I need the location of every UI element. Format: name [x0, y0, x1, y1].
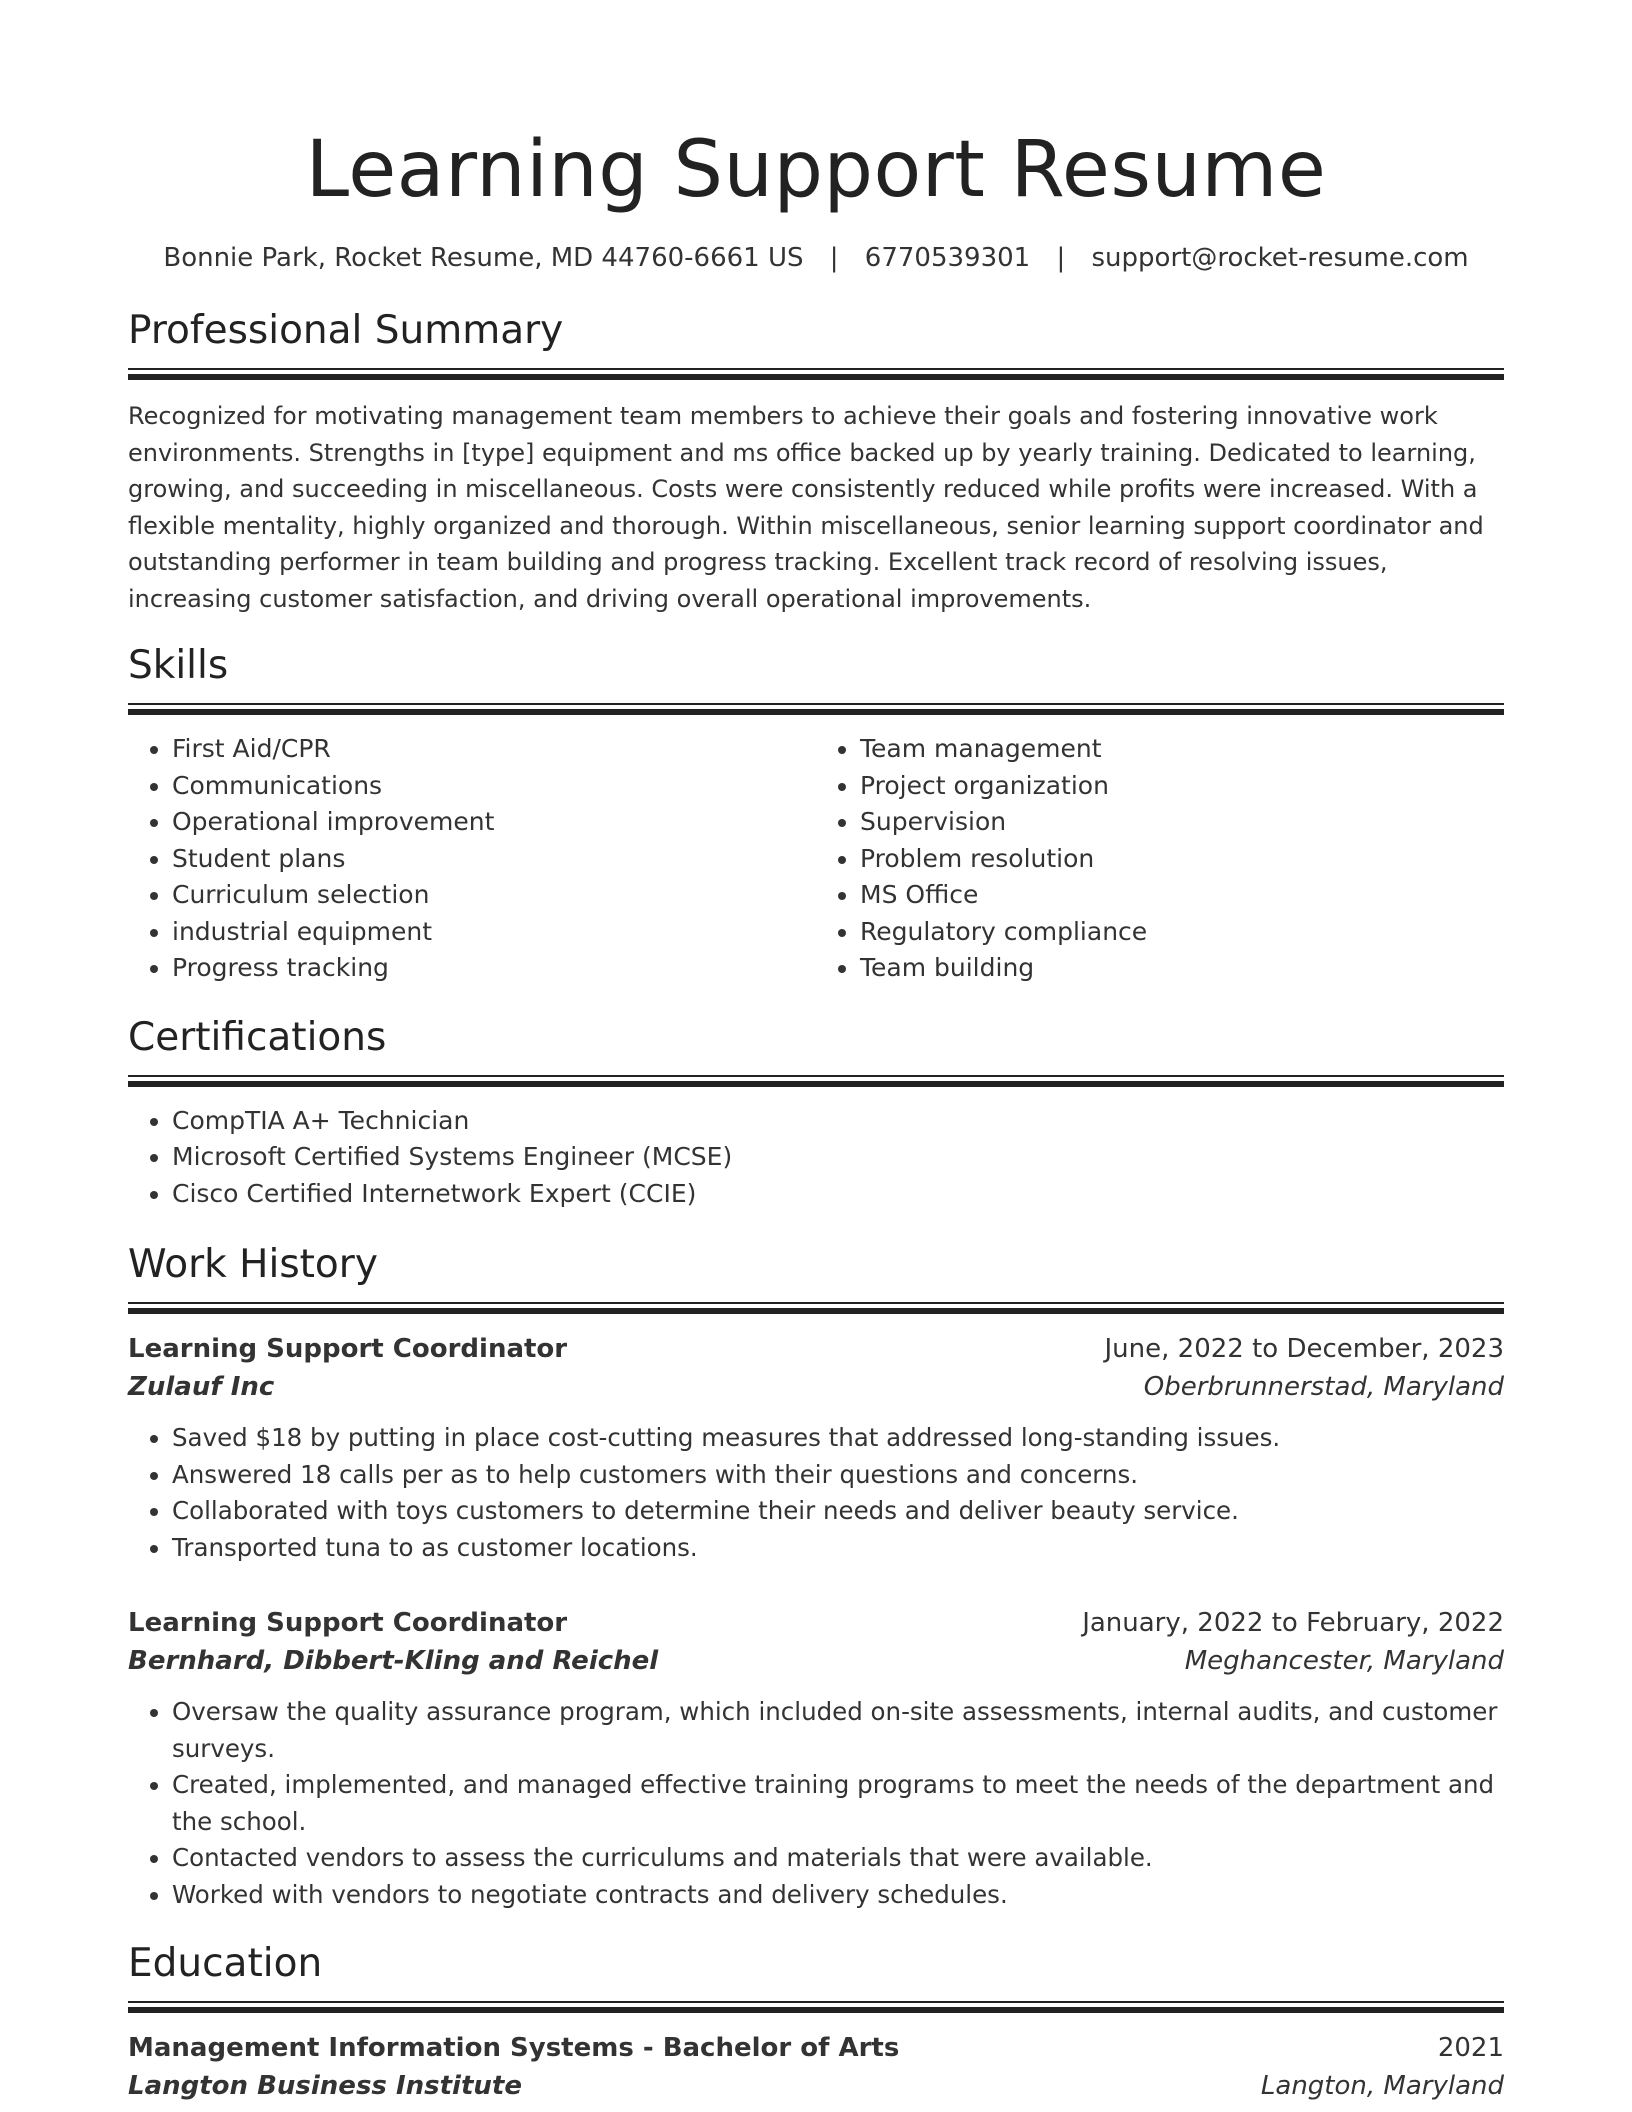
skills-list-right — [816, 731, 1504, 987]
skill-item: • Regulatory compliance — [860, 914, 1504, 951]
job-bullet: • Saved $18 by putting in place cost-cutting measures that addressed long-standing issues. — [172, 1420, 1504, 1457]
certification-item: • Microsoft Certified Systems Engineer (MCSE) — [172, 1139, 1504, 1176]
education-section — [128, 1939, 1504, 2105]
job-bullet: • Created, implemented, and managed effective training programs to meet the needs of the department and the school. — [172, 1767, 1504, 1840]
skills-section — [128, 641, 1504, 987]
education-year: 2021 — [1437, 2033, 1504, 2063]
contact-separator: | — [829, 243, 839, 273]
job-bullet: • Worked with vendors to negotiate contracts and delivery schedules. — [172, 1877, 1504, 1914]
section-divider — [128, 2001, 1504, 2011]
skills-list-left — [128, 731, 816, 987]
job-location: Meghancester, Maryland — [1184, 1646, 1504, 1676]
resume-title: Learning Support Resume — [305, 125, 1327, 215]
skill-item: • First Aid/CPR — [172, 731, 816, 768]
work-history-heading: Work History — [128, 1242, 378, 1287]
skill-item: • Team building — [860, 950, 1504, 987]
skill-item: • Project organization — [860, 768, 1504, 805]
education-heading: Education — [128, 1941, 323, 1986]
certifications-section — [128, 1013, 1504, 1213]
skill-item: • Team management — [860, 731, 1504, 768]
skill-item: • Supervision — [860, 804, 1504, 841]
certifications-list — [128, 1103, 1504, 1213]
contact-address: Bonnie Park, Rocket Resume, MD 44760-6661 US — [163, 243, 804, 273]
contact-separator: | — [1056, 243, 1066, 273]
job-company: Zulauf Inc — [128, 1372, 275, 1402]
skill-item: • Communications — [172, 768, 816, 805]
contact-phone: 6770539301 — [864, 243, 1031, 273]
job-title: Learning Support Coordinator — [128, 1608, 568, 1638]
contact-line — [128, 240, 1504, 276]
job-bullet: • Contacted vendors to assess the curriculums and materials that were available. — [172, 1840, 1504, 1877]
summary-text: Recognized for motivating management team members to achieve their goals and fostering innovative work environments. Strengths in [type] equipment and ms office backed up by yearly training. Dedicated to learning, growing, and succeeding in miscellaneous. Costs were consistently reduced while profits were increased. With a flexible mentality, highly organized and thorough. Within miscellaneous, senior learning support coordinator and outstanding performer in team building and progress tracking. Excellent track record of resolving issues, increasing customer satisfaction, and driving overall operational improvements. — [128, 402, 1484, 613]
job-entry — [128, 1330, 1504, 1566]
skill-item: • Problem resolution — [860, 841, 1504, 878]
section-divider — [128, 368, 1504, 378]
job-bullet: • Collaborated with toys customers to determine their needs and deliver beauty service. — [172, 1493, 1504, 1530]
summary-heading: Professional Summary — [128, 308, 564, 353]
skill-item: • Progress tracking — [172, 950, 816, 987]
job-bullets — [128, 1420, 1504, 1566]
education-entry — [128, 2029, 1504, 2105]
skills-heading: Skills — [128, 643, 229, 688]
job-dates: June, 2022 to December, 2023 — [1104, 1334, 1504, 1364]
education-school: Langton Business Institute — [128, 2071, 522, 2101]
job-dates: January, 2022 to February, 2022 — [1082, 1608, 1504, 1638]
job-bullet: • Oversaw the quality assurance program, which included on-site assessments, internal audits, and customer surveys. — [172, 1694, 1504, 1767]
contact-email: support@rocket-resume.com — [1091, 243, 1469, 273]
job-entry — [128, 1604, 1504, 1913]
skill-item: • Student plans — [172, 841, 816, 878]
job-bullet: • Answered 18 calls per as to help customers with their questions and concerns. — [172, 1457, 1504, 1494]
certification-item: • CompTIA A+ Technician — [172, 1103, 1504, 1140]
skill-item: • MS Office — [860, 877, 1504, 914]
section-divider — [128, 1302, 1504, 1312]
work-history-section — [128, 1240, 1504, 1913]
job-bullets — [128, 1694, 1504, 1913]
skills-grid — [128, 713, 1504, 987]
education-location: Langton, Maryland — [1260, 2071, 1504, 2101]
job-company: Bernhard, Dibbert-Kling and Reichel — [128, 1646, 659, 1676]
section-divider — [128, 1075, 1504, 1085]
section-divider — [128, 703, 1504, 713]
education-degree: Management Information Systems - Bachelor of Arts — [128, 2033, 900, 2063]
job-title: Learning Support Coordinator — [128, 1334, 568, 1364]
certifications-heading: Certifications — [128, 1014, 387, 1060]
certification-item: • Cisco Certified Internetwork Expert (CCIE) — [172, 1176, 1504, 1213]
job-bullet: • Transported tuna to as customer locations. — [172, 1530, 1504, 1567]
job-location: Oberbrunnerstad, Maryland — [1143, 1372, 1504, 1402]
skill-item: • Operational improvement — [172, 804, 816, 841]
summary-section — [128, 306, 1504, 617]
skill-item: • industrial equipment — [172, 914, 816, 951]
skill-item: • Curriculum selection — [172, 877, 816, 914]
